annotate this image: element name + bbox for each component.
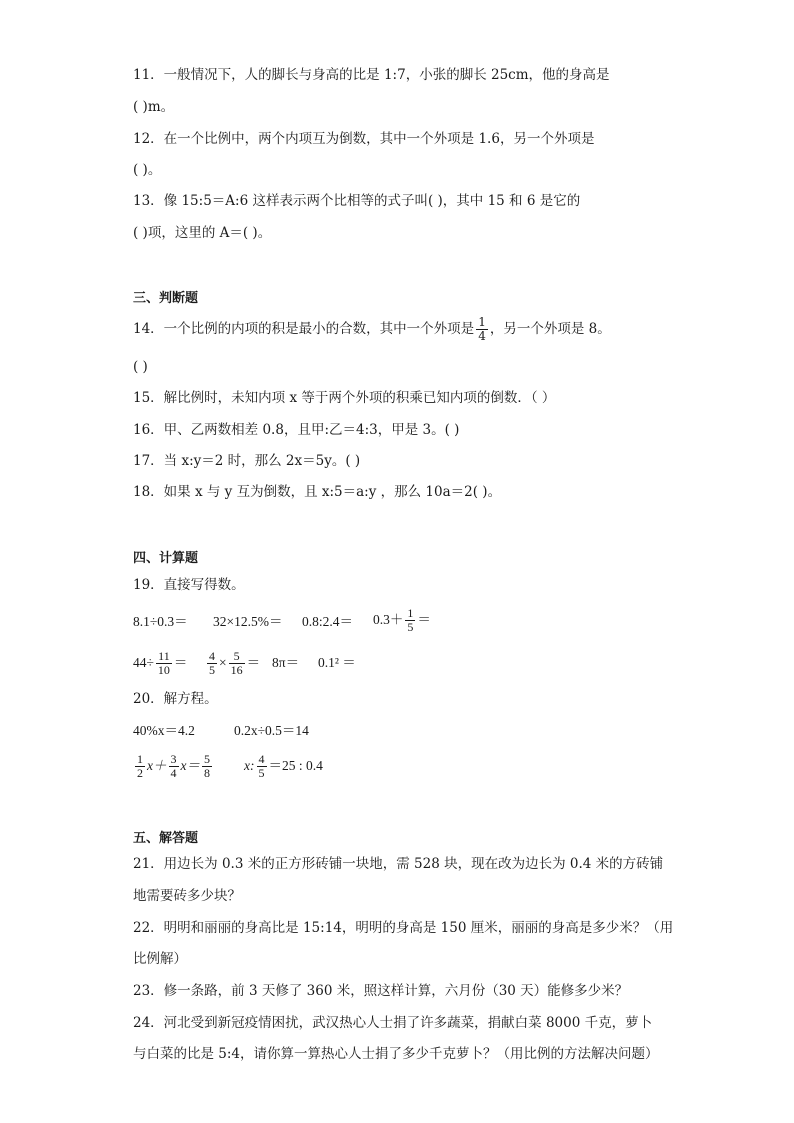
- calc-text: 44÷: [133, 655, 154, 670]
- question-12-line-2: ( )。: [133, 162, 162, 178]
- question-17: 17．当 x:y＝2 时，那么 2x＝5y。( ): [133, 453, 361, 469]
- fraction-numerator: 11: [156, 650, 172, 664]
- question-18: 18．如果 x 与 y 互为倒数，且 x:5＝a:y ，那么 10a＝2( )。: [133, 484, 502, 500]
- calc-operator: ×: [219, 655, 227, 670]
- equation-3: [133, 750, 214, 782]
- fraction: [156, 650, 172, 677]
- question-14-text: 14．一个比例的内项的积是最小的合数，其中一个外项是: [133, 321, 475, 337]
- question-24-line-2: 与白菜的比是 5:4，请你算一算热心人士捐了多少千克萝卜？（用比例的方法解决问题）: [133, 1046, 659, 1062]
- calc-8-pi: 8π＝: [272, 655, 300, 670]
- section-3-title: 三、判断题: [133, 291, 199, 306]
- question-19: 19．直接写得数。: [133, 577, 245, 593]
- calc-equals: ＝: [173, 655, 188, 670]
- question-21-line-2: 地需要砖多少块？: [133, 888, 241, 904]
- fraction: [207, 650, 217, 677]
- fraction-denominator: 10: [157, 663, 170, 678]
- question-14-line-2: ( ): [133, 359, 148, 375]
- calc-44-div-fraction: [133, 648, 187, 678]
- fraction-numerator: 1: [407, 606, 414, 621]
- fraction: [202, 753, 212, 780]
- calc-0-8-ratio-2-4: 0.8:2.4＝: [302, 614, 354, 629]
- fraction-numerator: 1: [137, 752, 143, 767]
- calc-fraction-times-fraction: [205, 648, 260, 678]
- calc-equals: ＝: [246, 655, 261, 670]
- equation-rhs: ＝25 : 0.4: [268, 758, 323, 773]
- question-21-line-1: 21．用边长为 0.3 米的正方形砖铺一块地，需 528 块，现在改为边长为 0.4 米的方砖铺: [133, 856, 664, 872]
- calc-0-3-plus-fraction: [373, 605, 431, 635]
- section-5-title: 五、解答题: [133, 831, 199, 846]
- fraction-denominator: 8: [204, 766, 210, 781]
- question-13-line-2: ( )项，这里的 A＝( )。: [133, 225, 272, 241]
- fraction-numerator: 5: [204, 752, 210, 767]
- variable-term: x:: [244, 758, 255, 773]
- variable-term: x＝: [180, 758, 200, 773]
- question-22-line-1: 22．明明和丽丽的身高比是 15:14，明明的身高是 150 厘米，丽丽的身高是多少米？（用: [133, 920, 674, 936]
- question-14-fraction: [476, 316, 488, 343]
- fraction: [135, 753, 145, 780]
- question-12-line-1: 12．在一个比例中，两个内项互为倒数，其中一个外项是 1.6，另一个外项是: [133, 131, 595, 147]
- fraction-numerator: 3: [170, 752, 177, 767]
- question-14-line-1: [133, 314, 611, 344]
- fraction: [257, 753, 267, 780]
- equation-1: 40%x＝4.2: [133, 723, 195, 738]
- fraction-denominator: 5: [407, 620, 414, 635]
- fraction-denominator: 4: [170, 766, 177, 781]
- fraction-denominator: 5: [209, 663, 215, 678]
- question-13-line-1: 13．像 15:5＝A:6 这样表示两个比相等的式子叫( )，其中 15 和 6 是它的: [133, 193, 581, 209]
- calc-32-times-12-5: 32×12.5%＝: [213, 614, 283, 629]
- fraction-numerator: 4: [258, 752, 265, 767]
- fraction-denominator: 5: [258, 766, 265, 781]
- question-11-line-1: 11．一般情况下，人的脚长与身高的比是 1:7，小张的脚长 25cm，他的身高是: [133, 67, 610, 83]
- fraction-numerator: 1: [478, 315, 486, 329]
- fraction: [169, 753, 179, 780]
- calc-0-1-squared: 0.1² ＝: [318, 655, 356, 670]
- fraction-denominator: 4: [478, 329, 486, 343]
- equation-2: 0.2x÷0.5＝14: [234, 723, 309, 738]
- question-22-line-2: 比例解）: [133, 951, 187, 967]
- question-16: 16．甲、乙两数相差 0.8，且甲:乙＝4:3，甲是 3。( ): [133, 422, 460, 438]
- equation-4: [244, 750, 323, 782]
- section-4-title: 四、计算题: [133, 551, 199, 566]
- question-23: 23．修一条路，前 3 天修了 360 米，照这样计算，六月份（30 天）能修多少米？: [133, 983, 629, 999]
- calc-8-1-div-0-3: 8.1÷0.3＝: [133, 614, 188, 629]
- question-24-line-1: 24．河北受到新冠疫情困扰，武汉热心人士捐了许多蔬菜，捐献白菜 8000 千克，萝卜: [133, 1015, 653, 1031]
- question-11-line-2: ( )m。: [133, 99, 175, 115]
- fraction: [229, 650, 245, 677]
- fraction-numerator: 4: [209, 649, 215, 664]
- variable-term: x＋: [147, 758, 167, 773]
- calc-text: 0.3＋: [373, 612, 404, 627]
- fraction: [405, 607, 415, 634]
- fraction-numerator: 5: [229, 650, 245, 664]
- calc-equals: ＝: [417, 612, 431, 627]
- question-14-text-end: ，另一个外项是 8。: [489, 321, 611, 337]
- fraction-denominator: 2: [137, 766, 143, 781]
- question-15: 15．解比例时，未知内项 x 等于两个外项的积乘已知内项的倒数．（ ）: [133, 390, 556, 406]
- question-20: 20．解方程。: [133, 691, 218, 707]
- fraction-denominator: 16: [230, 663, 243, 678]
